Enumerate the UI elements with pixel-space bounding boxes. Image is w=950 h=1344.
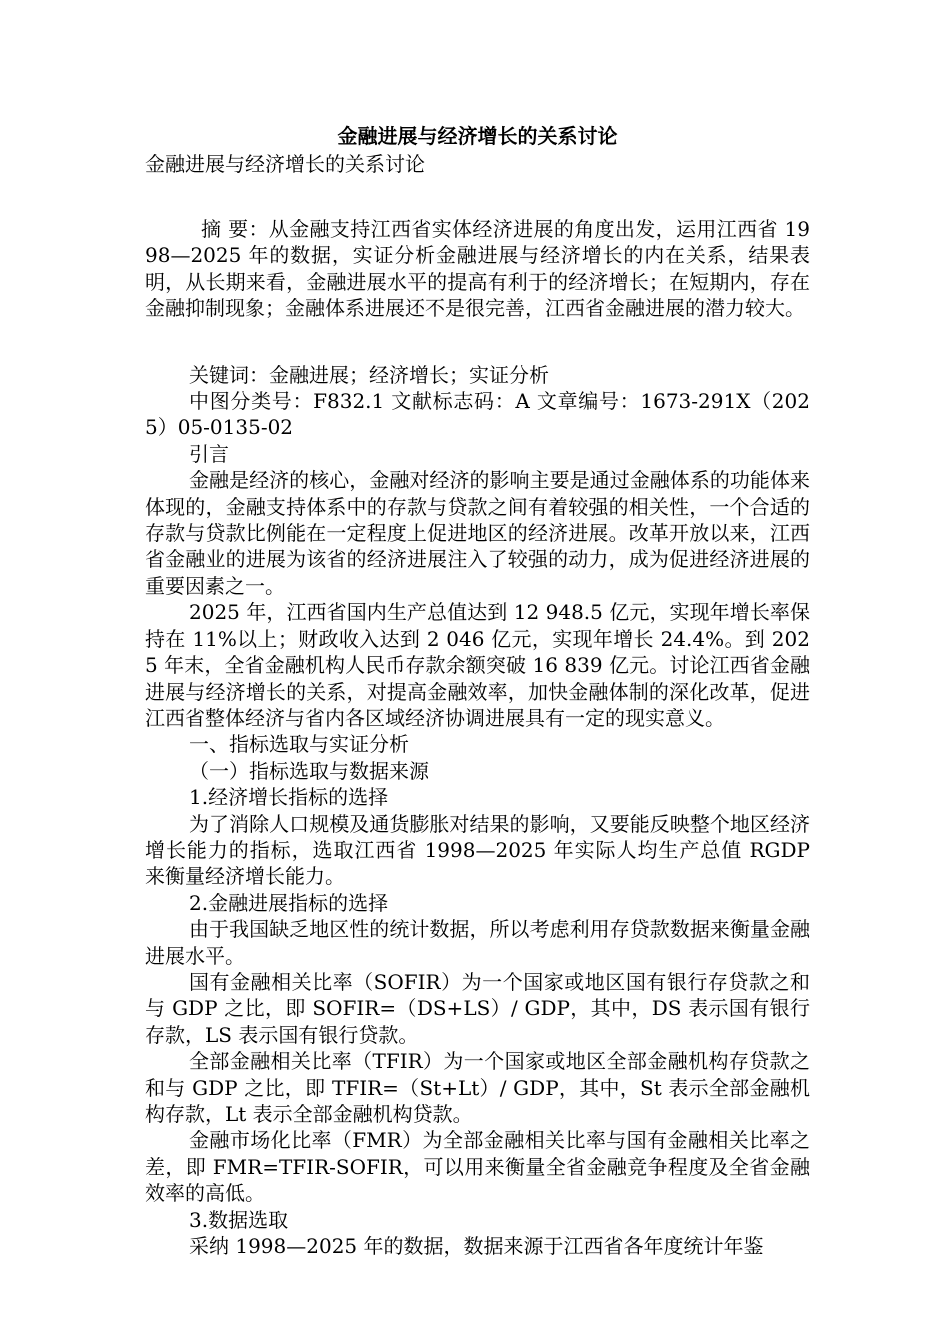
abstract-paragraph: 摘 要：从金融支持江西省实体经济进展的角度出发，运用江西省 1998—2025 年的数据，实证分析金融进展与经济增长的内在关系，结果表明，从长期来看，金融进展水平的提高有利于的经济增长；在短期内，存在金融抑制现象；金融体系进展还不是很完善，江西省金融进展的潜力较大。 (145, 217, 810, 321)
body-paragraph: 采纳 1998—2025 年的数据，数据来源于江西省各年度统计年鉴 (189, 1234, 764, 1259)
item-heading-1: 1.经济增长指标的选择 (189, 785, 389, 810)
section-heading-intro: 引言 (189, 441, 229, 466)
document-title: 金融进展与经济增长的关系讨论 (337, 124, 618, 148)
body-paragraph: 金融是经济的核心，金融对经济的影响主要是通过金融体系的功能体来体现的，金融支持体系中的存款与贷款之间有着较强的相关性，一个合适的存款与贷款比例能在一定程度上促进地区的经济进展。改革开放以来，江西省金融业的进展为该省的经济进展注入了较强的动力，成为促进经济进展的重要因素之一。 (145, 468, 810, 598)
subsection-heading-1-1: （一）指标选取与数据来源 (189, 758, 429, 783)
classification-line: 中图分类号：F832.1 文献标志码：A 文章编号：1673-291X（2025）05-0135-02 (145, 389, 810, 440)
body-paragraph: 金融市场化比率（FMR）为全部金融相关比率与国有金融相关比率之差，即 FMR=TFIR-SOFIR，可以用来衡量全省金融竞争程度及全省金融效率的高低。 (145, 1128, 810, 1206)
spacer (145, 178, 810, 216)
body-paragraph: 全部金融相关比率（TFIR）为一个国家或地区全部金融机构存贷款之和与 GDP 之比，即 TFIR=（St+Lt）/ GDP，其中，St 表示全部金融机构存款，Lt 表示全部金融机构贷款。 (145, 1049, 810, 1126)
document-page (145, 122, 810, 1259)
body-paragraph: 国有金融相关比率（SOFIR）为一个国家或地区国有银行存贷款之和与 GDP 之比，即 SOFIR=（DS+LS）/ GDP，其中，DS 表示国有银行存款，LS 表示国有银行贷款。 (145, 969, 810, 1047)
item-heading-2: 2.金融进展指标的选择 (189, 890, 389, 915)
body-paragraph: 由于我国缺乏地区性的统计数据，所以考虑利用存贷款数据来衡量金融进展水平。 (145, 917, 810, 968)
body-paragraph: 为了消除人口规模及通货膨胀对结果的影响，又要能反映整个地区经济增长能力的指标，选取江西省 1998—2025 年实际人均生产总值 RGDP 来衡量经济增长能力。 (145, 811, 810, 889)
item-heading-3: 3.数据选取 (189, 1207, 289, 1232)
body-paragraph: 2025 年，江西省国内生产总值达到 12 948.5 亿元，实现年增长率保持在 11%以上；财政收入达到 2 046 亿元，实现年增长 24.4%。到 2025 年末，全省金融机构人民币存款余额突破 16 839 亿元。讨论江西省金融进展与经济增长的关系，对提高金融效率，加快金融体制的深化改革，促进江西省整体经济与省内各区域经济协调进展具有一定的现实意义。 (145, 600, 810, 730)
spacer (145, 322, 810, 362)
section-heading-1: 一、指标选取与实证分析 (189, 732, 409, 757)
document-subtitle: 金融进展与经济增长的关系讨论 (145, 152, 425, 176)
keywords-line: 关键词：金融进展；经济增长；实证分析 (189, 362, 549, 387)
